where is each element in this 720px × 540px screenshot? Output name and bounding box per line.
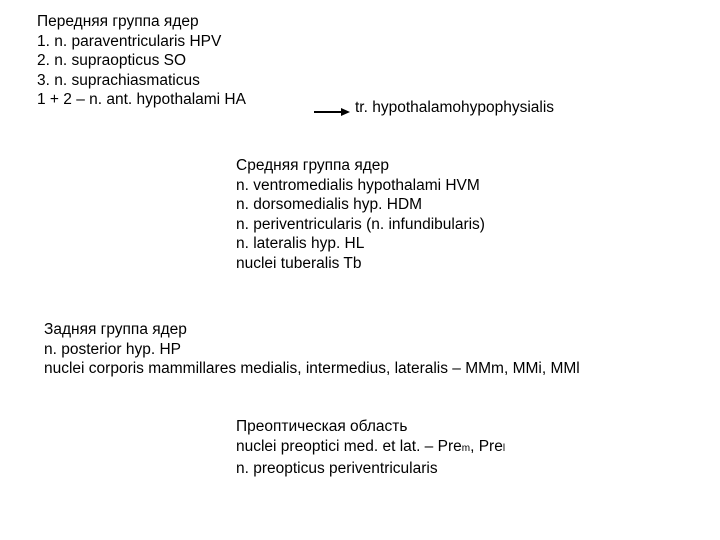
pre-l-abbrev: Pre xyxy=(478,438,503,455)
anterior-nucleus-1: 1. n. paraventricularis HPV xyxy=(37,32,222,50)
anterior-nucleus-2: 2. n. supraopticus SO xyxy=(37,52,187,69)
middle-nucleus-4: n. lateralis hyp. HL xyxy=(236,235,365,252)
middle-nucleus-1: n. ventromedialis hypothalami HVM xyxy=(236,176,480,194)
anterior-group xyxy=(37,12,246,110)
pre-m-abbrev: Pre xyxy=(437,438,462,455)
middle-nucleus-3: n. periventricularis (n. infundibularis) xyxy=(236,215,485,233)
anterior-nucleus-combined: 1 + 2 – n. ant. hypothalami HA xyxy=(37,91,246,108)
middle-nucleus-2: n. dorsomedialis hyp. HDM xyxy=(236,196,423,213)
anterior-group-title: Передняя группа ядер xyxy=(37,13,199,30)
posterior-nucleus-2: nuclei corporis mammillares medialis, intermedius, lateralis – MMm, MMi, MMl xyxy=(44,360,580,377)
preoptic-periventricular: n. preopticus periventricularis xyxy=(236,460,438,477)
tract-label: tr. hypothalamohypophysialis xyxy=(355,99,555,116)
middle-group-title: Средняя группа ядер xyxy=(236,157,390,174)
pre-l-subscript: l xyxy=(502,443,506,454)
middle-group xyxy=(236,156,485,273)
posterior-group xyxy=(44,320,580,379)
middle-nucleus-5: nuclei tuberalis Tb xyxy=(236,254,362,272)
preoptic-area-title: Преоптическая область xyxy=(236,418,408,435)
pre-m-subscript: m xyxy=(461,443,471,454)
abbrev-separator: , xyxy=(470,438,479,455)
preoptic-nuclei-prefix: nuclei preoptici med. et lat. – xyxy=(236,438,438,455)
posterior-nucleus-1: n. posterior hyp. HP xyxy=(44,340,181,358)
arrow-right-icon xyxy=(314,107,350,117)
posterior-group-title: Задняя группа ядер xyxy=(44,321,187,338)
anterior-nucleus-3: 3. n. suprachiasmaticus xyxy=(37,71,200,89)
preoptic-nuclei-line xyxy=(236,437,505,459)
preoptic-area xyxy=(236,417,505,479)
